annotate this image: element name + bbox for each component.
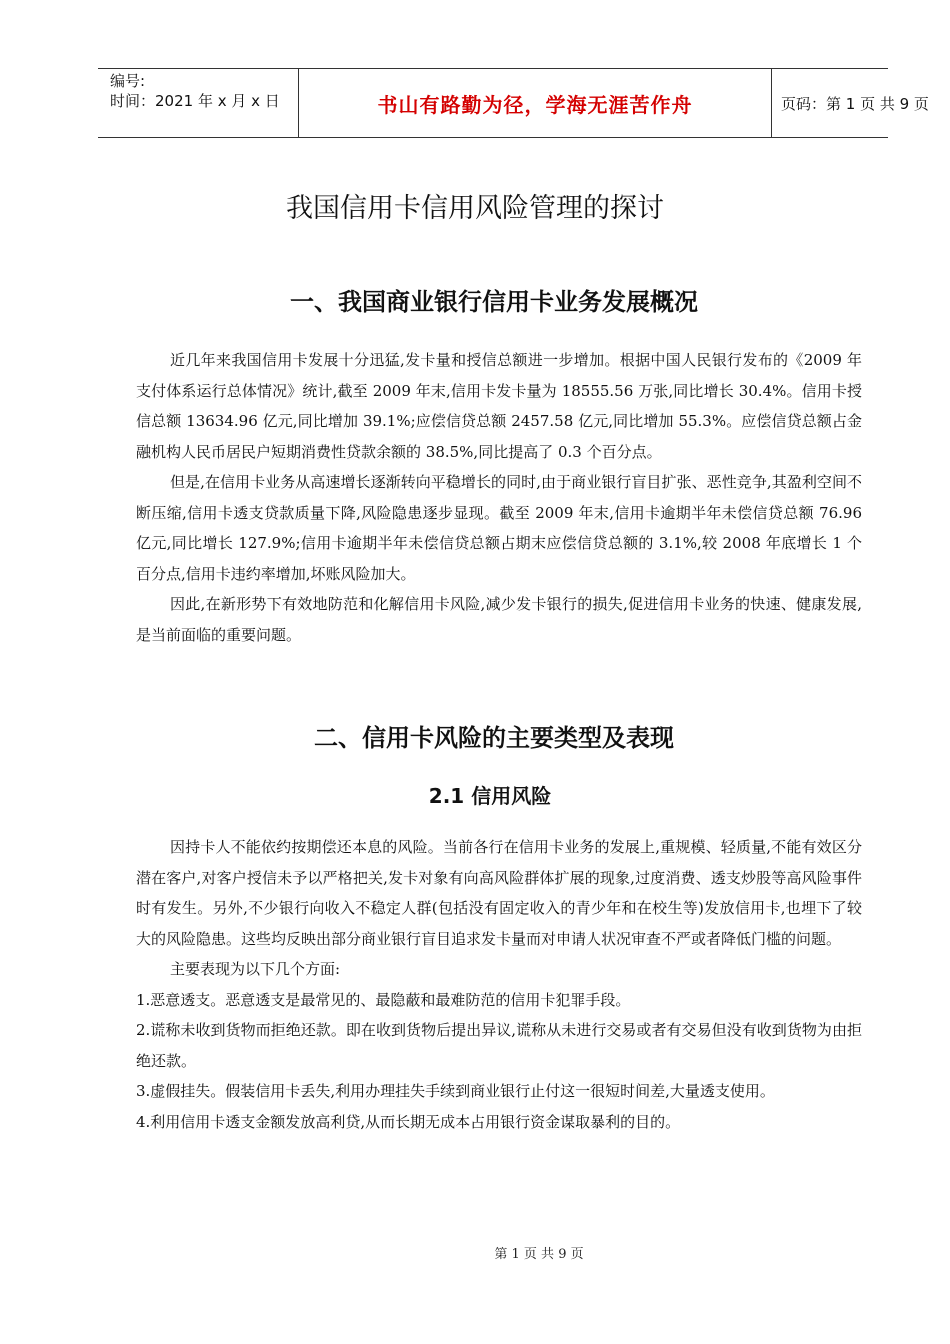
header-motto: 书山有路勤为径，学海无涯苦作舟 [377, 92, 693, 117]
paragraph: 但是,在信用卡业务从高速增长逐渐转向平稳增长的同时,由于商业银行盲目扩张、恶性竞争,其盈利空间不断压缩,信用卡透支贷款质量下降,风险隐患逐步显现。截至 2009 年末,信用卡逾期半年未偿信贷总额 76.96 亿元,同比增长 127.9%;信用卡逾期半年未偿信贷总额占期末应偿信贷总额的 3.1%,较 2008 年底增长 1 个百分点,信用卡违约率增加,坏账风险加大。 [136, 473, 862, 583]
header-motto-cell [298, 69, 772, 137]
subsection-2-1-heading: 2.1 信用风险 [428, 784, 552, 808]
list-item: 4.利用信用卡透支金额发放高利贷,从而长期无成本占用银行资金谋取暴利的目的。 [136, 1112, 681, 1131]
list-item: 3.虚假挂失。假装信用卡丢失,利用办理挂失手续到商业银行止付这一很短时间差,大量透支使用。 [136, 1082, 775, 1100]
document-header [98, 68, 929, 138]
document-title: 我国信用卡信用风险管理的探讨 [286, 193, 664, 224]
header-page-cell [771, 69, 929, 137]
section-2-heading: 二、信用卡风险的主要类型及表现 [314, 724, 674, 752]
document-number-label: 编号: [110, 72, 146, 90]
list-item: 2.谎称未收到货物而拒绝还款。即在收到货物后提出异议,谎称从未进行交易或者有交易但没有收到货物为由拒绝还款。 [136, 1021, 862, 1070]
paragraph: 因此,在新形势下有效地防范和化解信用卡风险,减少发卡银行的损失,促进信用卡业务的快速、健康发展,是当前面临的重要问题。 [136, 595, 862, 644]
section-1-heading: 一、我国商业银行信用卡业务发展概况 [290, 288, 698, 316]
paragraph: 因持卡人不能依约按期偿还本息的风险。当前各行在信用卡业务的发展上,重规模、轻质量,不能有效区分潜在客户,对客户授信未予以严格把关,发卡对象有向高风险群体扩展的现象,过度消费、透支炒股等高风险事件时有发生。另外,不少银行向收入不稳定人群(包括没有固定收入的青少年和在校生等)发放信用卡,也埋下了较大的风险隐患。这些均反映出部分商业银行盲目追求发卡量而对申请人状况审查不严或者降低门槛的问题。 [136, 838, 862, 948]
section-1-body [136, 345, 862, 650]
section-2-body [136, 832, 862, 1137]
list-item: 1.恶意透支。恶意透支是最常见的、最隐蔽和最难防范的信用卡犯罪手段。 [136, 990, 631, 1009]
document-time-label: 时间：2021 年 x 月 x 日 [110, 92, 280, 110]
header-page-info: 页码：第 1 页 共 9 页 [781, 94, 929, 113]
page-footer: 第 1 页 共 9 页 [494, 1247, 584, 1262]
paragraph: 主要表现为以下几个方面: [170, 960, 341, 978]
paragraph: 近几年来我国信用卡发展十分迅猛,发卡量和授信总额进一步增加。根据中国人民银行发布的《2009 年支付体系运行总体情况》统计,截至 2009 年末,信用卡发卡量为 18555.56 万张,同比增长 30.4%。信用卡授信总额 13634.96 亿元,同比增加 39.1%;应偿信贷总额 2457.58 亿元,同比增加 55.3%。应偿信贷总额占金融机构人民币居民户短期消费性贷款余额的 38.5%,同比提高了 0.3 个百分点。 [136, 351, 862, 461]
header-meta-cell [98, 69, 298, 137]
